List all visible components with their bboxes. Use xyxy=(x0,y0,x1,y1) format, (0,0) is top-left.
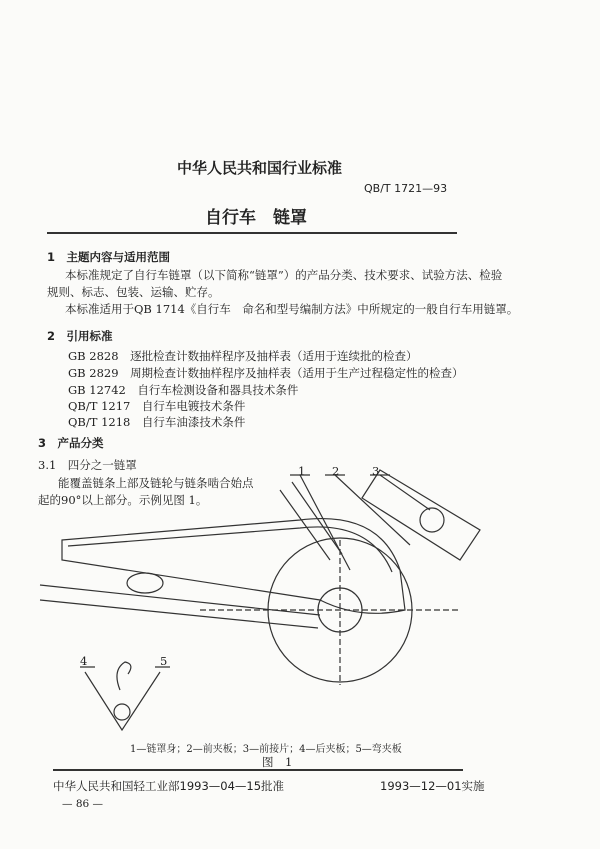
clamp-detail-ring xyxy=(114,704,130,720)
figure-legend: 1—链罩身；2—前夹板；3—前接片；4—后夹板；5—弯夹板 xyxy=(130,744,402,755)
bent-clamp-detail xyxy=(117,662,131,690)
section-3-1-heading: 3.1 四分之一链罩 xyxy=(38,458,137,472)
callout-4: 4 xyxy=(80,654,88,668)
effective-date: 1993—12—01实施 xyxy=(380,779,485,793)
callout-2: 2 xyxy=(332,464,340,478)
reference-item xyxy=(68,382,298,398)
rear-clamp xyxy=(127,573,163,593)
callout-lines xyxy=(80,475,390,667)
chain-guard-inner-edge xyxy=(68,527,392,572)
reference-code: GB 12742 xyxy=(68,383,126,397)
section-3-heading: 3 产品分类 xyxy=(38,436,104,450)
section-3-1-text-cont: 起的90°以上部分。示例见图 1。 xyxy=(38,493,208,507)
reference-item xyxy=(68,398,245,414)
section-1-heading: 1 主题内容与适用范围 xyxy=(47,250,171,264)
reference-title: 自行车电镀技术条件 xyxy=(141,399,246,413)
reference-title: 自行车油漆技术条件 xyxy=(141,415,246,429)
page-number: — 86 — xyxy=(62,798,104,810)
org-title: 中华人民共和国行业标准 xyxy=(177,159,343,177)
callout-5: 5 xyxy=(160,654,168,668)
clamp-ring xyxy=(420,508,444,532)
approval-note: 中华人民共和国轻工业部1993—04—15批准 xyxy=(53,779,285,793)
reference-title: 周期检查计数抽样程序及抽样表（适用于生产过程稳定性的检查） xyxy=(130,366,464,380)
callout-3: 3 xyxy=(372,464,380,478)
figure-caption: 图 1 xyxy=(262,755,293,769)
reference-title: 逐批检查计数抽样程序及抽样表（适用于连续批的检查） xyxy=(130,349,418,363)
reference-code: GB 2828 xyxy=(68,349,119,363)
header-rule xyxy=(47,232,457,234)
figure-1-chain-guard-drawing xyxy=(0,450,600,750)
section-2-heading: 2 引用标准 xyxy=(47,329,113,343)
reference-item xyxy=(68,348,418,364)
footer-rule xyxy=(53,769,463,771)
standard-number: QB/T 1721—93 xyxy=(364,182,448,195)
center-lines xyxy=(200,540,460,685)
reference-code: GB 2829 xyxy=(68,366,119,380)
reference-title: 自行车检测设备和器具技术条件 xyxy=(137,383,299,397)
reference-item xyxy=(68,414,245,430)
document-title: 自行车 链罩 xyxy=(205,208,307,228)
callout-1: 1 xyxy=(298,464,306,478)
section-3-1-text: 能覆盖链条上部及链轮与链条啮合始点 xyxy=(58,476,254,490)
section-1-para-1: 本标准规定了自行车链罩（以下简称“链罩”）的产品分类、技术要求、试验方法、检验 xyxy=(65,268,503,282)
reference-code: QB/T 1217 xyxy=(68,399,131,413)
detail-leader-lines xyxy=(85,672,160,730)
reference-item xyxy=(68,365,464,381)
section-1-para-1-cont: 规则、标志、包装、运输、贮存。 xyxy=(47,285,220,299)
section-1-para-2: 本标准适用于QB 1714《自行车 命名和型号编制方法》中所规定的一般自行车用链罩。 xyxy=(65,302,519,316)
reference-code: QB/T 1218 xyxy=(68,415,131,429)
chainstay-tube xyxy=(40,585,320,628)
